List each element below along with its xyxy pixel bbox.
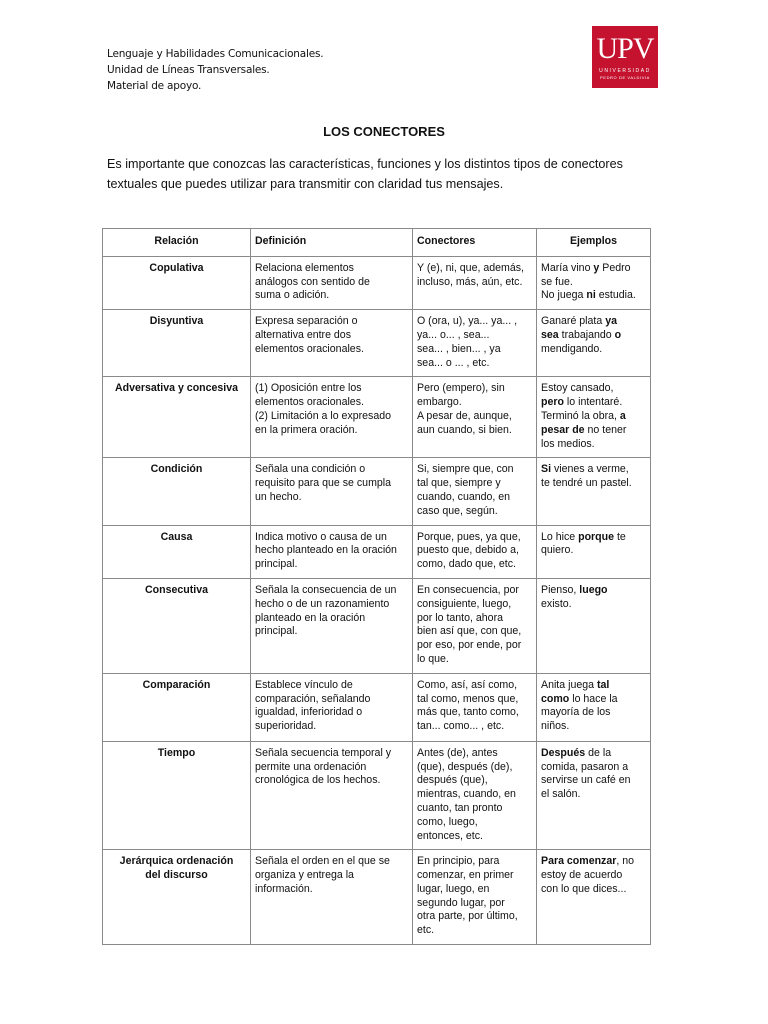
definition-cell-line: principal. [255,625,298,638]
connectors-cell [413,377,537,458]
relation-cell-line: Adversativa y concesiva [114,382,239,395]
definition-cell [251,256,413,309]
example-line [541,396,646,410]
example-connector-highlight: pesar de [541,423,585,436]
connectors-table [102,228,651,945]
definition-cell [251,850,413,945]
relation-cell-line: del discurso [145,869,208,882]
example-text: mendigando. [541,342,603,355]
example-text: trabajando [558,328,615,341]
relation-cell [103,525,251,578]
logo-mark: UPV [596,32,654,65]
example-line [541,855,646,869]
definition-cell-line: igualdad, inferioridad o [255,706,363,719]
example-line [541,289,646,303]
connectors-cell-line: bien así que, con que, [417,625,522,638]
table-body [103,256,651,944]
document-header [107,46,323,94]
connectors-cell-line: otra parte, por último, [417,910,518,923]
relation-cell [103,458,251,525]
relation-cell [103,578,251,673]
example-connector-highlight: pero [541,396,564,409]
definition-cell-line: elementos oracionales. [255,342,364,355]
example-text: Estoy cansado, [541,382,614,395]
example-line [541,276,646,290]
connectors-cell-line: tal que, siempre y [417,477,501,490]
page-title: LOS CONECTORES [323,124,445,139]
connectors-cell-line: En consecuencia, por [417,583,519,596]
example-line [541,584,646,598]
example-text: Terminó la obra, [541,409,620,422]
example-line [541,343,646,357]
connectors-cell [413,256,537,309]
definition-cell-line: en la primera oración. [255,423,358,436]
example-line [541,869,646,883]
example-line [541,329,646,343]
connectors-cell-line: como, luego, [417,815,478,828]
connectors-cell [413,673,537,741]
intro-paragraph: Es importante que conozcas las características, funciones y los distintos tipos de conectores textuales que puedes utilizar para transmitir con claridad tus mensajes. [107,157,623,191]
connectors-cell-line: lo que. [417,652,449,665]
university-logo [592,26,658,88]
example-connector-highlight: porque [578,530,615,543]
table-row [103,377,651,458]
example-line [541,761,646,775]
example-text: no tener [584,423,627,436]
definition-cell-line: Señala la consecuencia de un [255,583,397,596]
example-line [541,720,646,734]
definition-cell-line: información. [255,882,313,895]
connectors-cell-line: mientras, cuando, en [417,788,516,801]
example-text: No juega [541,289,587,302]
example-connector-highlight: sea [541,328,559,341]
definition-cell-line: hecho o de un razonamiento [255,597,390,610]
connectors-cell-line: sea... , bien... , ya [417,342,501,355]
connectors-cell-line: entonces, etc. [417,829,483,842]
table-row [103,458,651,525]
connectors-cell-line: Pero (empero), sin [417,382,505,395]
example-text: Lo hice [541,530,579,543]
example-text: te [614,530,626,543]
example-text: el salón. [541,788,581,801]
definition-cell-line: Establece vínculo de [255,678,353,691]
header-line-material: Material de apoyo. [107,80,202,92]
connectors-cell-line: ya... o... , sea... [417,328,490,341]
example-text: servirse un café en [541,774,631,787]
definition-cell-line: alternativa entre dos [255,328,351,341]
example-line [541,598,646,612]
example-text: Ganaré plata [541,315,606,328]
table-row [103,578,651,673]
example-connector-highlight: ya [605,315,617,328]
relation-cell [103,377,251,458]
relation-cell-line: Consecutiva [145,583,208,596]
example-text: , no [616,855,635,868]
connectors-cell-line: Si, siempre que, con [417,463,514,476]
example-line [541,747,646,761]
example-text: estoy de acuerdo [541,869,623,882]
example-connector-highlight: a [619,409,626,422]
example-connector-highlight: Para comenzar [541,855,617,868]
connectors-cell [413,850,537,945]
example-line [541,477,646,491]
connectors-cell-line: comenzar, en primer [417,869,514,882]
definition-cell-line: comparación, señalando [255,692,371,705]
header-line-unit: Unidad de Líneas Transversales. [107,64,270,76]
example-line [541,410,646,424]
examples-cell [537,850,651,945]
example-text: niños. [541,720,570,733]
example-connector-highlight: Después [541,746,586,759]
table-row [103,673,651,741]
relation-cell [103,850,251,945]
examples-cell [537,310,651,377]
example-connector-highlight: tal [596,678,610,691]
connectors-cell-line: segundo lugar, por [417,896,505,909]
header-definition: Definición [251,229,413,257]
example-text: se fue. [541,275,573,288]
example-text: vienes a verme, [551,463,629,476]
examples-cell [537,377,651,458]
example-line [541,424,646,438]
example-line [541,679,646,693]
relation-cell-line: Tiempo [157,746,196,759]
connectors-cell-line: Porque, pues, ya que, [417,530,521,543]
example-line [541,883,646,897]
header-examples: Ejemplos [537,229,651,257]
table-row [103,256,651,309]
example-line [541,463,646,477]
example-text: Pienso, [541,583,580,596]
definition-cell-line: elementos oracionales. [255,396,364,409]
connectors-cell-line: sea... o ... , etc. [417,356,490,369]
connectors-cell [413,741,537,850]
example-line [541,774,646,788]
definition-cell [251,741,413,850]
definition-cell-line: Expresa separación o [255,315,358,328]
example-line [541,438,646,452]
relation-cell-line: Copulativa [149,261,204,274]
definition-cell-line: permite una ordenación [255,760,367,773]
example-text: lo intentaré. [563,396,623,409]
example-text: estudia. [595,289,636,302]
connectors-cell-line: incluso, más, aún, etc. [417,275,523,288]
relation-cell [103,741,251,850]
examples-cell [537,458,651,525]
example-line [541,315,646,329]
relation-cell-line: Causa [160,530,193,543]
definition-cell [251,310,413,377]
connectors-cell-line: lugar, luego, en [417,882,490,895]
examples-cell [537,578,651,673]
example-text: Pedro [599,261,631,274]
connectors-cell [413,525,537,578]
example-text: los medios. [541,437,595,450]
connectors-cell-line: por lo tanto, ahora [417,611,503,624]
example-connector-highlight: Si [541,463,552,476]
example-line [541,788,646,802]
header-connectors: Conectores [413,229,537,257]
examples-cell [537,256,651,309]
header-line-course: Lenguaje y Habilidades Comunicacionales. [107,48,324,60]
examples-cell [537,741,651,850]
example-line [541,382,646,396]
example-text: María vino [541,261,594,274]
definition-cell-line: suma o adición. [255,289,330,302]
definition-cell-line: superioridad. [255,720,317,733]
connectors-cell-line: Y (e), ni, que, además, [417,261,524,274]
definition-cell-line: hecho planteado en la oración [255,544,397,557]
definition-cell [251,673,413,741]
connectors-cell-line: embargo. [417,396,462,409]
relation-cell-line: Comparación [142,678,211,691]
relation-cell [103,673,251,741]
example-connector-highlight: ni [586,289,596,302]
example-line [541,544,646,558]
definition-cell-line: (2) Limitación a lo expresado [255,409,392,422]
example-text: te tendré un pastel. [541,477,632,490]
definition-cell [251,458,413,525]
table-row [103,741,651,850]
definition-cell-line: cronológica de los hechos. [255,774,381,787]
connectors-cell-line: como, dado que, etc. [417,558,516,571]
example-line [541,262,646,276]
definition-cell-line: un hecho. [255,490,302,503]
relation-cell [103,310,251,377]
example-line [541,531,646,545]
connectors-cell-line: En principio, para [417,855,500,868]
table-row [103,525,651,578]
table-row [103,850,651,945]
example-text: con lo que dices... [541,882,627,895]
connectors-cell-line: cuando, cuando, en [417,490,511,503]
example-text: de la [585,746,612,759]
example-connector-highlight: luego [579,583,608,596]
connectors-cell-line: puesto que, debido a, [417,544,519,557]
definition-cell [251,525,413,578]
table-header-row [103,229,651,257]
definition-cell-line: análogos con sentido de [255,275,370,288]
example-line [541,693,646,707]
example-text: lo hace la [569,692,618,705]
definition-cell-line: planteado en la oración [255,611,366,624]
connectors-cell-line: Antes (de), antes [417,746,498,759]
definition-cell-line: Señala una condición o [255,463,366,476]
connectors-cell-line: etc. [417,924,435,937]
example-connector-highlight: y [593,261,600,274]
definition-cell-line: Señala el orden en el que se [255,855,390,868]
connectors-cell-line: aun cuando, si bien. [417,423,512,436]
example-text: mayoría de los [541,706,611,719]
logo-line-university: UNIVERSIDAD [599,68,651,74]
definition-cell-line: requisito para que se cumpla [255,477,392,490]
logo-line-name: PEDRO DE VALDIVIA [600,75,650,80]
relation-cell-line: Disyuntiva [149,315,204,328]
example-line [541,706,646,720]
connectors-cell-line: más que, tanto como, [417,706,519,719]
connectors-cell-line: O (ora, u), ya... ya... , [417,315,518,328]
example-text: comida, pasaron a [541,760,629,773]
definition-cell-line: Señala secuencia temporal y [255,746,392,759]
connectors-cell-line: consiguiente, luego, [417,597,512,610]
example-connector-highlight: como [541,692,570,705]
definition-cell [251,578,413,673]
connectors-cell-line: después (que), [417,774,488,787]
connectors-cell-line: (que), después (de), [417,760,513,773]
connectors-cell-line: por eso, por ende, por [417,639,522,652]
definition-cell-line: organiza y entrega la [255,869,354,882]
definition-cell-line: (1) Oposición entre los [255,382,362,395]
relation-cell-line: Jerárquica ordenación [119,855,234,868]
example-connector-highlight: o [614,328,622,341]
connectors-cell-line: A pesar de, aunque, [417,409,512,422]
examples-cell [537,525,651,578]
definition-cell-line: Indica motivo o causa de un [255,530,387,543]
connectors-cell [413,310,537,377]
connectors-cell-line: Como, así, así como, [417,678,518,691]
connectors-cell-line: caso que, según. [417,504,498,517]
connectors-cell [413,578,537,673]
examples-cell [537,673,651,741]
definition-cell [251,377,413,458]
table-row [103,310,651,377]
relation-cell-line: Condición [150,463,203,476]
example-text: quiero. [541,544,574,557]
connectors-cell-line: cuanto, tan pronto [417,801,503,814]
header-relation: Relación [103,229,251,257]
definition-cell-line: Relaciona elementos [255,261,354,274]
connectors-cell [413,458,537,525]
definition-cell-line: principal. [255,558,298,571]
connectors-cell-line: tal como, menos que, [417,692,519,705]
example-text: Anita juega [541,678,597,691]
relation-cell [103,256,251,309]
connectors-cell-line: tan... como... , etc. [417,720,505,733]
example-text: existo. [541,597,572,610]
